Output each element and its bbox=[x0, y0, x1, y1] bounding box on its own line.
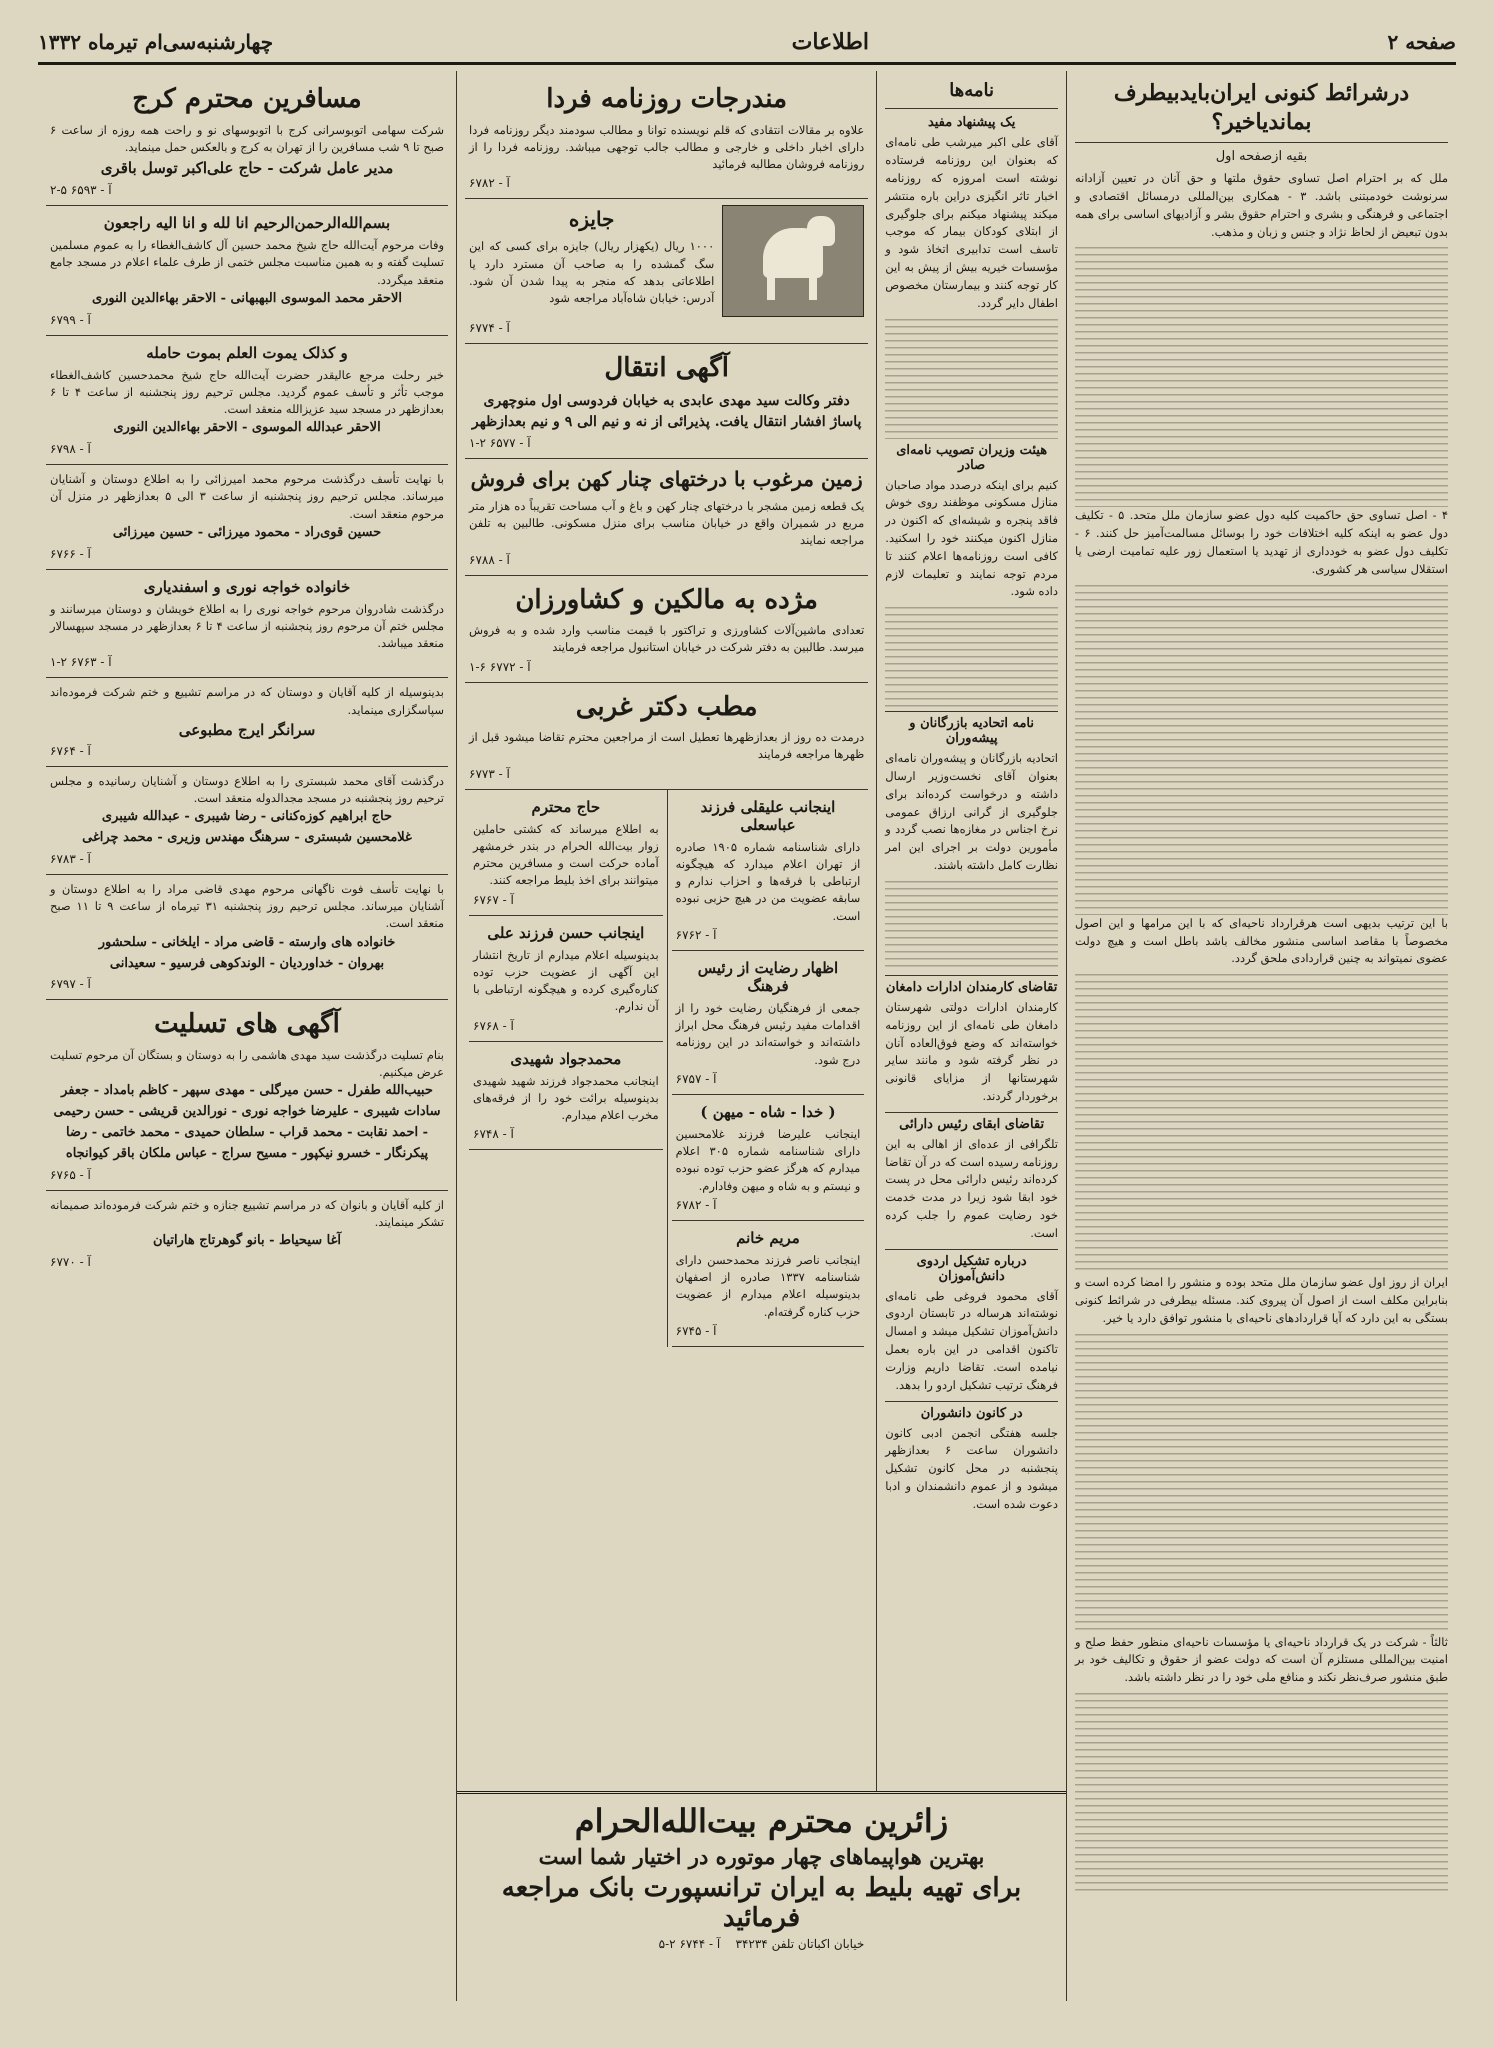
notice-text: درگذشت شادروان مرحوم خواجه نوری را به اطلاع خویشان و دوستان میرسانند و مجلس ختم آن مرحوم روز پنجشنبه از ساعت ۴ تا ۶ بعدازظهر در مسجد سپهسالار منعقد میباشد. bbox=[50, 601, 444, 651]
notice-text: خبر رحلت مرجع عالیقدر حضرت آیت‌الله حاج شیخ محمدحسین کاشف‌الغطاء موجب تأثر و تأسف عموم گردید. مجلس ترحیم روز پنجشنبه از ساعت ۴ تا ۶ بعدازظهر در مسجد سید عزیزالله منعقد است. bbox=[50, 367, 444, 417]
notice-text: اینجانب محمدجواد فرزند شهید شهیدی بدینوسیله برائت خود را از فرقه‌های مخرب اعلام میدارم. bbox=[473, 1073, 659, 1122]
notice-text: به اطلاع میرساند که کشتی حاملین زوار بیت‌الله الحرام در بندر خرمشهر آماده حرکت است و مسافرین محترم میتوانند برای اخذ بلیط مراجعه کنند. bbox=[473, 821, 659, 888]
banner-title: زائرین محترم بیت‌الله‌الحرام bbox=[574, 1802, 949, 1840]
ad-code: آ - ۶۷۶۵ bbox=[50, 1167, 91, 1182]
letter-text: آقای علی اکبر میرشب طی نامه‌ای که بعنوان این روزنامه فرستاده نوشته است امروزه که روزنامه اخبار تاثر انگیزی دراین باره منتشر میکند پیشنهاد میکنم برای جلوگیری از ابتلای کودکان بیمار که موجب تاسف است تدابیری اتخاذ شود و مؤسسات خیریه بیش از پیش به این کار توجه کنند و بیمارستان مخصوص اطفال دایر گردد. bbox=[885, 135, 1058, 310]
thanks-text: از کلیه آقایان و بانوان که در مراسم تشییع جنازه و ختم شرکت فرموده‌اند صمیمانه تشکر مینمایند. bbox=[50, 1197, 444, 1229]
notice-title: حاج محترم bbox=[531, 797, 601, 816]
notice-title: محمدجواد شهیدی bbox=[510, 1049, 622, 1068]
notice-title: مریم خانم bbox=[736, 1228, 800, 1247]
text-block bbox=[885, 319, 1058, 439]
ad-code: آ - ۶۷۷۰ bbox=[50, 1254, 91, 1269]
ad-code: آ - ۶۷۶۸ bbox=[473, 1018, 514, 1033]
text-block bbox=[885, 881, 1058, 971]
land-ad bbox=[465, 459, 868, 576]
page-number: صفحه ۲ bbox=[1387, 30, 1456, 54]
ad-code: آ - ۶۷۴۵ bbox=[675, 1323, 717, 1338]
notice-text: بدینوسیله اعلام میدارم از تاریخ انتشار این آگهی از عضویت حزب توده کناره‌گیری کرده و هیچگونه ارتباطی با آن ندارم. bbox=[473, 947, 659, 1014]
notice-sign: الاحقر عبدالله الموسوی - الاحقر بهاءالدین النوری bbox=[113, 420, 381, 436]
ad-code: آ - ۶۷۸۲ bbox=[675, 1197, 717, 1212]
dog-photo bbox=[722, 205, 864, 317]
ad-code: آ - ۶۷۹۹ bbox=[50, 312, 91, 327]
transfer-text: دفتر وکالت سید مهدی عابدی به خیابان فردوسی اول منوچهری پاساژ افشار انتقال یافت. پذیرائی از نه و نیم الی ۹ و نیم بعدازظهر bbox=[471, 392, 862, 430]
editorial-paragraph: ایران از روز اول عضو سازمان ملل متحد بوده و منشور را امضا کرده است و بنابراین مکلف است از اصول آن پیروی کند. مسئله بیطرفی در شرائط کنونی بستگی به این دارد که آیا قراردادهای ناحیه‌ای با منشور توافق دارد یا خیر. bbox=[1075, 1275, 1448, 1325]
notice-text: دارای شناسنامه شماره ۱۹۰۵ صادره از تهران اعلام میدارد که هیچگونه ارتباطی با فرقه‌ها و احزاب ندارم و سابقه عضویت من در هیچ حزبی نبوده است. bbox=[675, 839, 861, 923]
notice bbox=[672, 1095, 865, 1221]
notice-title: خانواده های وارسته - قاضی مراد - ایلخانی - سلحشور bbox=[98, 934, 396, 950]
notices-column bbox=[38, 71, 456, 2001]
banner-address: خیابان اکباتان تلفن ۳۴۲۳۴ bbox=[735, 1937, 865, 1952]
obituary-notice bbox=[46, 767, 448, 875]
land-title: زمین مرغوب با درختهای چنار کهن برای فروش bbox=[470, 466, 863, 491]
obituary-notice bbox=[46, 465, 448, 570]
banner-subtitle: بهترین هواپیماهای چهار موتوره در اختیار شما است bbox=[538, 1844, 985, 1870]
transfer-title: آگهی انتقال bbox=[604, 353, 729, 384]
thanks-notice bbox=[46, 1191, 448, 1277]
editorial-continued: بقیه ازصفحه اول bbox=[1215, 149, 1308, 165]
notice-text: اینجانب ناصر فرزند محمدحسن دارای شناسنامه ۱۳۳۷ صادره از اصفهان بدینوسیله اعلام میدارم از عضویت حزب کناره گرفته‌ام. bbox=[675, 1252, 861, 1319]
notice-sign: الاحقر محمد الموسوی البهبهانی - الاحقر بهاءالدین النوری bbox=[91, 290, 403, 306]
text-block bbox=[1075, 1693, 1448, 1893]
condolence-notice bbox=[46, 1000, 448, 1190]
letter-text: آقای محمود فروغی طی نامه‌ای نوشته‌اند هرساله در تابستان اردوی دانش‌آموزان تشکیل میشد و امسال تاکنون اقدامی در این باره بعمل نیامده است. تقاضا داریم وزارت فرهنگ ترتیب تشکیل اردو را بدهد. bbox=[885, 1288, 1058, 1392]
notice-title: اینجانب علیقلی فرزند عباسعلی bbox=[700, 797, 836, 834]
letter-title: نامه اتحادیه بازرگانان و پیشه‌وران bbox=[885, 711, 1058, 746]
condolence-names: حبیب‌الله طفرل - حسن میرگلی - مهدی سپهر - کاظم بامداد - جعفر سادات شیبری - علیرضا خواجه نوری - نورالدین قریشی - حسن رحیمی - احمد نقابت - محمد قراب - سلطان حمیدی - محمد خاتمی - رضا پیکرنگار - خسرو نیکپور - مسیح سراج - عباس ملکان باقر کیوانجاه bbox=[53, 1083, 441, 1161]
notice-title: حاج ابراهیم کوزه‌کنانی - رضا شیبری - عبدالله شیبری bbox=[101, 809, 393, 825]
issue-date: چهارشنبه‌سی‌ام تیرماه ۱۳۳۲ bbox=[38, 30, 274, 54]
ad-code: آ - ۶۷۸۸ bbox=[469, 552, 510, 567]
notice bbox=[469, 916, 663, 1042]
ad-code: آ - ۶۷۶۷ bbox=[473, 892, 514, 907]
letter-title: هیئت وزیران تصویب نامه‌ای صادر bbox=[896, 442, 1048, 473]
notice-sign: حسین قوی‌راد - محمود میرزائی - حسین میرزائی bbox=[112, 524, 382, 540]
notice-sign: بهروان - خداوردیان - الوندکوهی فرسیو - سعیدانی bbox=[109, 955, 385, 971]
letter-title: تقاضای کارمندان ادارات دامغان bbox=[885, 975, 1058, 995]
ad-code: آ - ۶۵۹۳ ۵-۲ bbox=[50, 183, 112, 197]
text-block bbox=[1075, 1334, 1448, 1634]
editorial-title: درشرائط کنونی ایران‌بایدبیطرف بماندیاخیر؟ bbox=[1075, 75, 1448, 143]
letter-title: یک پیشنهاد مفید bbox=[927, 115, 1016, 131]
notice bbox=[672, 1221, 865, 1347]
masthead bbox=[38, 22, 1456, 65]
hajj-banner bbox=[457, 1791, 1066, 1959]
ad-code: آ - ۶۷۹۸ bbox=[50, 442, 91, 457]
ad-code: آ - ۶۷۵۷ bbox=[675, 1071, 717, 1086]
text-block bbox=[1075, 247, 1448, 507]
condolence-text: بنام تسلیت درگذشت سید مهدی هاشمی را به دوستان و بستگان آن مرحوم تسلیت عرض میکنیم. bbox=[50, 1047, 444, 1080]
obituary-notice bbox=[46, 875, 448, 1000]
text-block bbox=[1075, 974, 1448, 1274]
land-text: یک قطعه زمین مشجر با درختهای چنار کهن و باغ و آب مساحت تقریباً ده هزار متر مربع در شمیران واقع در خیابان مناسب برای منزل مسکونی. طالبین به تلفن مراجعه نمایند bbox=[469, 498, 865, 548]
letter-text: کارمندان ادارات دولتی شهرستان دامغان طی نامه‌ای از این روزنامه خواسته‌اند که وضع فوق‌العاده آنان در نظر گرفته شود و مانند سایر شهرستانها از مزایای قانونی برخوردار گردند. bbox=[885, 999, 1058, 1103]
transfer-ad bbox=[465, 344, 868, 459]
notice-title: سرانگر ایرج مطبوعی bbox=[178, 720, 316, 739]
middle-columns bbox=[457, 71, 1066, 1791]
notice-title: بسم‌الله‌الرحمن‌الرحیم انا لله و انا الیه راجعون bbox=[103, 214, 391, 232]
notice-text: بدینوسیله از کلیه آقایان و دوستان که در مراسم تشییع و ختم شرکت فرموده‌اند سپاسگزاری مینماید. bbox=[50, 685, 444, 717]
editorial-paragraph: ثالثاً - شرکت در یک قرارداد ناحیه‌ای یا مؤسسات ناحیه‌ای منظور حفظ صلح و امنیت بین‌المللی مستلزم آن است که دولت عضو از حقوق و تکالیف خود بر طبق منشور صرف‌نظر نکند و منافع ملی خود را در نظر داشته باشد. bbox=[1075, 1634, 1448, 1685]
notice bbox=[672, 790, 865, 951]
letters-column bbox=[876, 71, 1066, 1791]
editorial-column bbox=[1066, 71, 1456, 2001]
tractor-title: مژده به مالکین و کشاورزان bbox=[515, 584, 818, 615]
ad-code: آ - ۶۷۶۳ ۲-۱ bbox=[50, 655, 112, 670]
letter-title: تقاضای ابقای رئیس دارائی bbox=[885, 1112, 1058, 1132]
ad-code: آ - ۶۷۶۴ bbox=[50, 743, 91, 758]
obituary-notice bbox=[46, 678, 448, 767]
columns bbox=[38, 71, 1456, 2001]
letters-title: نامه‌ها bbox=[885, 75, 1058, 109]
notice bbox=[672, 951, 865, 1095]
travel-sign: مدیر عامل شرکت - حاج علی‌اکبر توسل باقری bbox=[100, 159, 394, 177]
letter-text: تلگرافی از عده‌ای از اهالی به این روزنامه رسیده است که در آن تقاضا کرده‌اند رئیس دارائی محل در پست خود ابقا شود زیرا در مدت خدمت خود رضایت عموم را جلب کرده است. bbox=[885, 1136, 1058, 1240]
ad-code: آ - ۶۷۶۲ bbox=[675, 927, 717, 942]
obituary-notice bbox=[46, 336, 448, 466]
doctor-ad bbox=[465, 683, 868, 790]
obituary-notice bbox=[46, 206, 448, 336]
ad-code: آ - ۶۷۸۳ bbox=[50, 851, 91, 866]
paper-name: اطلاعات bbox=[791, 29, 869, 55]
text-block bbox=[885, 607, 1058, 707]
notice-text: درگذشت آقای محمد شبستری را به اطلاع دوستان و آشنایان رسانیده و مجلس ترحیم روز پنجشنبه در مسجد مجدالدوله منعقد است. bbox=[50, 773, 444, 806]
notice-title: اظهار رضایت از رئیس فرهنگ bbox=[697, 958, 839, 995]
tomorrow-text: علاوه بر مقالات انتقادی که قلم نویسنده توانا و مطالب سودمند دیگر روزنامه فردا دارای اخبار داخلی و خارجی و مطالب جالب توجهی میباشد. روزنامه فردا را از روزنامه فروشان مطالبه فرمائید bbox=[469, 122, 865, 171]
text-block bbox=[1075, 585, 1448, 915]
letter-title: درباره تشکیل اردوی دانش‌آموزان bbox=[885, 1249, 1058, 1284]
editorial-paragraph: با این ترتیب بدیهی است هرقرارداد ناحیه‌ای که با این مرامها و این اصول مخصوصاً با مقاصد اساسی منشور مخالف باشد باطل است و هیچ دولت عضوی نمیتواند به چنین قراردادی ملحق گردد. bbox=[1075, 915, 1448, 966]
prize-ad bbox=[465, 199, 868, 344]
ad-code: آ - ۶۷۴۴ ۲-۵ bbox=[658, 1937, 721, 1952]
tractor-ad bbox=[465, 576, 868, 683]
letter-text: کنیم برای اینکه درصدد مواد صاحبان منازل مسکونی موظفند روی خوش فاقد پنجره و شیشه‌ای که اکنون در منازل اکنون میکنند خود را اسکنید. کافی است روزنامه‌ها اعلام کنند تا مردم توجه نمایند و تعلیمات لازم داده شود. bbox=[885, 477, 1058, 599]
notice-title: ( خدا - شاه - میهن ) bbox=[700, 1102, 836, 1121]
ad-code: آ - ۶۷۷۴ bbox=[469, 321, 510, 336]
small-notices-left bbox=[465, 790, 667, 1347]
banner-line: برای تهیه بلیط به ایران ترانسپورت بانک مراجعه فرمائید bbox=[501, 1873, 1022, 1934]
notice-title: خانواده خواجه نوری و اسفندیاری bbox=[143, 577, 351, 596]
prize-title: جایزه bbox=[568, 207, 615, 232]
tomorrow-title: مندرجات روزنامه فردا bbox=[546, 84, 788, 114]
thanks-sign: آغا سیحیاط - بانو گوهرتاج هاراتیان bbox=[152, 1233, 342, 1249]
ad-code: آ - ۶۵۷۷ ۲-۱ bbox=[469, 435, 531, 450]
small-notices-right bbox=[667, 790, 869, 1347]
travel-ad bbox=[46, 75, 448, 206]
travel-title: مسافرین محترم کرج bbox=[132, 84, 362, 114]
notice-text: وفات مرحوم آیت‌الله حاج شیخ محمد حسین آل کاشف‌الغطاء را به عموم مسلمین تسلیت گفته و به همین مناسبت مجلس ختمی از طرف علماء اعلام در مسجد جامع منعقد میگردد. bbox=[50, 238, 444, 287]
tractor-text: تعدادی ماشین‌آلات کشاورزی و تراکتور با قیمت مناسب وارد شده و به فروش میرسد. طالبین به دفتر شرکت در خیابان استانبول مراجعه فرمایند bbox=[469, 623, 865, 655]
letter-title: در کانون دانشوران bbox=[885, 1401, 1058, 1421]
notice-title: اینجانب حسن فرزند علی bbox=[487, 923, 645, 942]
obituary-notice bbox=[46, 570, 448, 679]
condolence-title: آگهی های تسلیت bbox=[154, 1009, 340, 1040]
doctor-title: مطب دکتر غربی bbox=[575, 691, 758, 722]
doctor-text: درمدت ده روز از بعدازظهرها تعطیل است از مراجعین محترم تقاضا میشود قبل از ظهرها مراجعه فرمایند bbox=[469, 730, 865, 762]
travel-text: شرکت سهامی اتوبوسرانی کرج با اتوبوسهای نو و راحت همه روزه از ساعت ۶ صبح تا ۹ شب مسافرین را از تهران به کرج و بالعکس حمل مینماید. bbox=[50, 122, 444, 154]
prize-text: ۱۰۰۰ ریال (یکهزار ریال) جایزه برای کسی که این سگ گمشده را به صاحب آن مسترد دارد یا اطلاعاتی بدهد که منجر به پیدا شدن آن شود. آدرس: خیابان شاه‌آباد مراجعه شود bbox=[469, 239, 715, 305]
ads-column bbox=[457, 71, 876, 1791]
ad-code: آ - ۶۷۶۶ bbox=[50, 546, 91, 561]
notice-text: اینجانب علیرضا فرزند غلامحسین دارای شناسنامه شماره ۳۰۵ اعلام میدارم که هرگز عضو حزب توده نبوده و نیستم و به شاه و میهن وفادارم. bbox=[675, 1126, 861, 1193]
ad-code: آ - ۶۷۸۲ bbox=[469, 176, 510, 191]
ad-code: آ - ۶۷۹۷ bbox=[50, 977, 91, 992]
editorial-paragraph: ۴ - اصل تساوی حق حاکمیت کلیه دول عضو سازمان ملل متحد. ۵ - تکلیف دول عضو به اینکه کلیه اختلافات خود را بوسائل مسالمت‌آمیز حل کنند. ۶ - تکلیف دول عضو به خودداری از تهدید یا استعمال زور علیه تمامیت ارضی یا استقلال سیاسی هر کشوری. bbox=[1075, 508, 1449, 576]
letter-text: جلسه هفتگی انجمن ادبی کانون دانشوران ساعت ۶ بعدازظهر پنجشنبه در محل کانون تشکیل میشود و از عموم دانشمندان و ادبا دعوت شده است. bbox=[885, 1425, 1058, 1511]
notice-text: با نهایت تأسف فوت ناگهانی مرحوم مهدی قاضی مراد را به اطلاع دوستان و آشنایان میرساند. مجلس ترحیم روز پنجشنبه ۳۱ تیرماه از ساعت ۹ تا ۱۱ صبح منعقد است. bbox=[50, 881, 444, 931]
ad-code: آ - ۶۷۷۳ bbox=[469, 766, 510, 781]
notice-text: با نهایت تأسف درگذشت مرحوم محمد امیرزائی را به اطلاع دوستان و آشنایان میرساند. مجلس ترحیم روز پنجشنبه از ساعت ۳ الی ۵ بعدازظهر در منزل آن مرحوم منعقد است. bbox=[50, 472, 444, 521]
tomorrow-ad bbox=[465, 75, 868, 199]
letter-text: اتحادیه بازرگانان و پیشه‌وران نامه‌ای بعنوان آقای نخست‌وزیر ارسال داشته و درخواست کرده‌اند برای جلوگیری از گرانی ارزاق عمومی نرخ اجناس در مغازه‌ها نصب گردد و مأمورین دولت بر اجرای این امر نظارت کامل داشته باشند. bbox=[885, 751, 1058, 873]
ad-code: آ - ۶۷۴۸ bbox=[473, 1127, 514, 1142]
editorial-paragraph: ملل که بر احترام اصل تساوی حقوق ملتها و حق آنان در تعیین آزادانه سرنوشت خودمبتنی باشد. ۳ - همکاری بین‌المللی درمسائل اقتصادی و اجتماعی و فرهنگی و بشری و احترام حقوق بشر و آزادیهای اساسی برای همه بدون تبعیض از لحاظ نژاد و جنس و زبان و مذهب. bbox=[1075, 171, 1448, 239]
notice-text: جمعی از فرهنگیان رضایت خود را از اقدامات مفید رئیس فرهنگ محل ابراز داشته‌اند و خواسته‌اند در این روزنامه درج شود. bbox=[675, 1000, 861, 1067]
notice bbox=[469, 790, 663, 916]
notice-sign: غلامحسین شبستری - سرهنگ مهندس وزیری - محمد چراغی bbox=[82, 830, 412, 846]
notice-title: و کذلک یموت العلم بموت حامله bbox=[146, 343, 348, 362]
middle-block bbox=[456, 71, 1066, 2001]
notice bbox=[469, 1042, 663, 1151]
ad-code: آ - ۶۷۷۲ ۶-۱ bbox=[469, 659, 531, 674]
small-notices bbox=[465, 790, 868, 1347]
